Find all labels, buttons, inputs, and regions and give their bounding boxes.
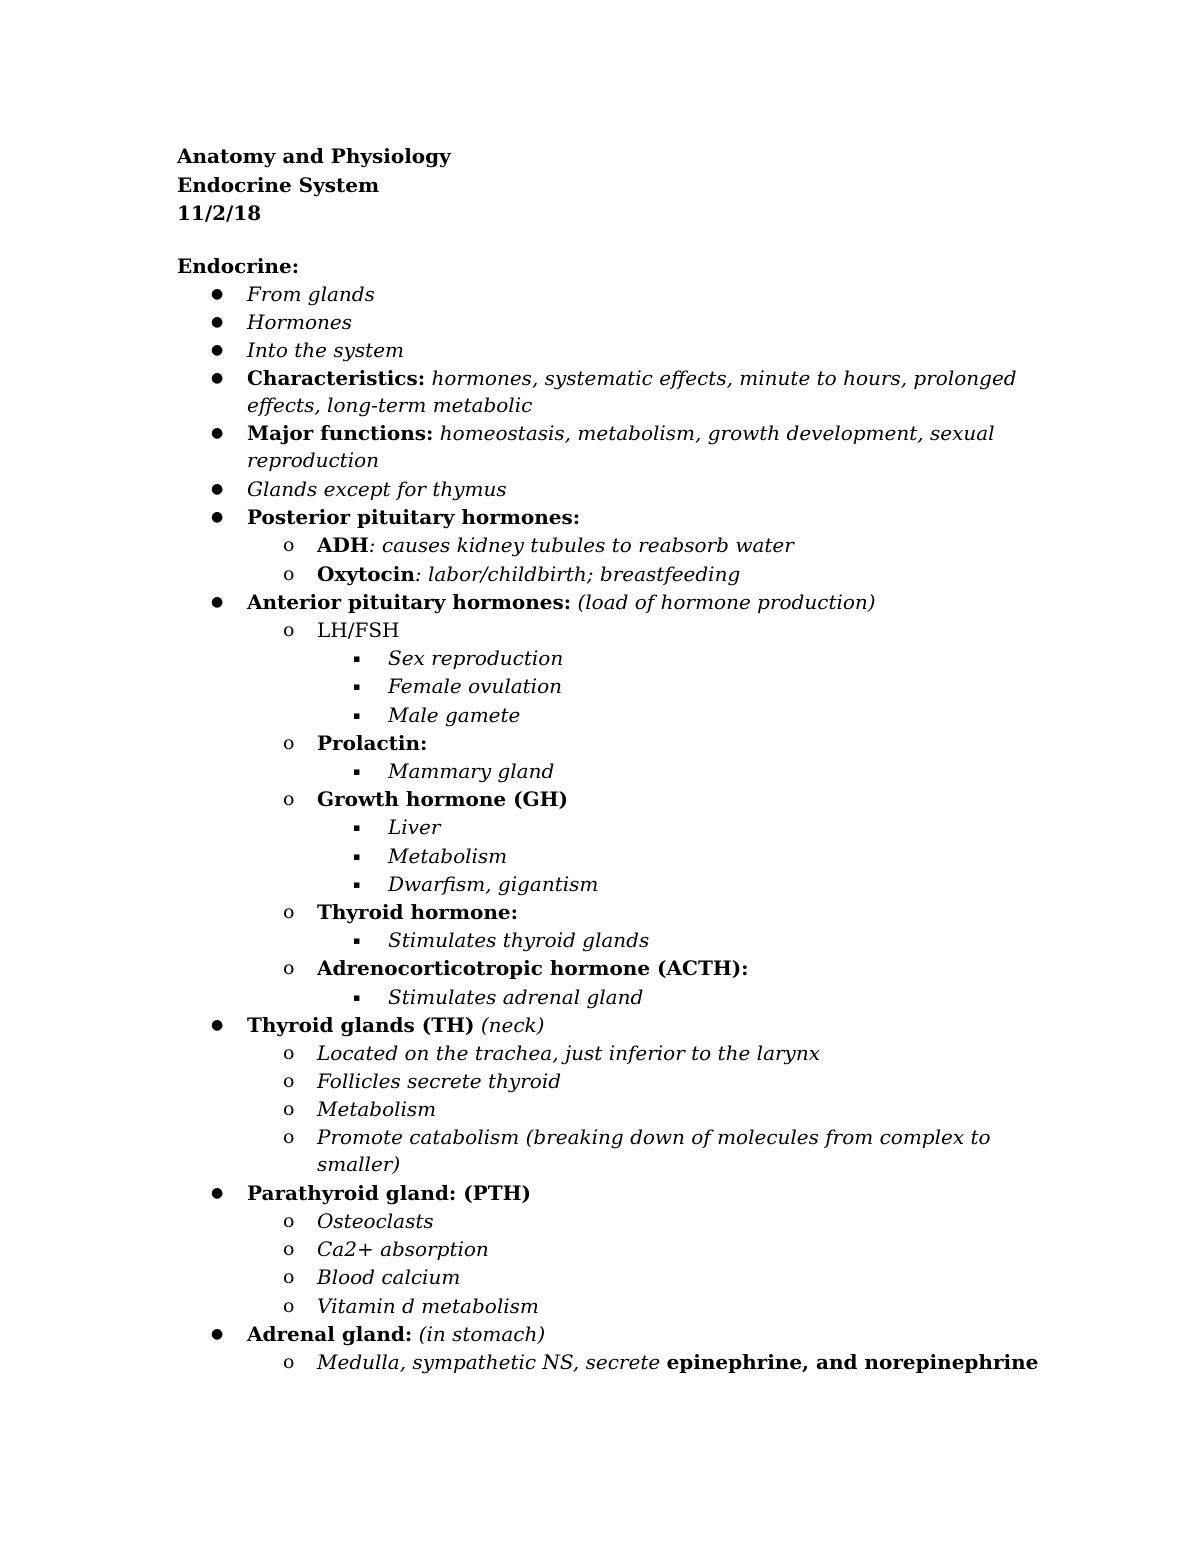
bullet-circle: o	[283, 619, 295, 641]
sub-item: o Follicles secrete thyroid	[177, 1067, 1057, 1095]
sub-sub-item: ▪ Metabolism	[177, 842, 1057, 870]
list-item: ● From glands	[177, 280, 1057, 308]
bullet-circle: o	[283, 1070, 295, 1093]
sub-sub-item: ▪ Male gamete	[177, 701, 1057, 729]
sub-item: o Osteoclasts	[177, 1207, 1057, 1235]
sub-item: o Adrenocorticotropic hormone (ACTH):	[177, 954, 1057, 982]
list-item-characteristics: ● Characteristics: hormones, systematic effects, minute to hours, prolonged effects, long-term metabolic	[211, 365, 1017, 418]
sub-sub-item: ▪ Sex reproduction	[177, 644, 1057, 672]
list-item: ● Hormones	[177, 308, 1057, 336]
topic-title: Endocrine System	[177, 172, 380, 197]
sub-item: o Metabolism	[177, 1095, 1057, 1123]
list-item: ● Glands except for thymus	[177, 475, 1057, 503]
bullet-square: ▪	[353, 877, 361, 891]
bullet-circle: o	[283, 534, 295, 557]
bullet-circle: o	[283, 1351, 295, 1374]
bullet-dot: ●	[211, 1184, 224, 1201]
bullet-square: ▪	[353, 934, 361, 948]
bullet-circle: o	[283, 788, 295, 811]
sub-item: o Vitamin d metabolism	[177, 1292, 1057, 1320]
bullet-circle: o	[283, 1266, 295, 1289]
sub-item: o Growth hormone (GH)	[177, 785, 1057, 813]
bullet-circle: o	[283, 1125, 295, 1148]
bullet-dot: ●	[211, 509, 224, 526]
bullet-dot: ●	[211, 342, 224, 359]
sub-item: o Blood calcium	[177, 1263, 1057, 1291]
list-item-posterior: ● Posterior pituitary hormones:	[177, 503, 1057, 531]
bullet-circle: o	[283, 562, 295, 585]
bullet-square: ▪	[353, 849, 361, 863]
bullet-circle: o	[283, 1098, 295, 1121]
notes-body	[177, 142, 1057, 1376]
list-item: ● Into the system	[177, 336, 1057, 364]
bullet-dot: ●	[211, 1016, 224, 1033]
spacer	[177, 228, 1057, 252]
sub-item: o LH/FSH	[177, 616, 1057, 644]
bullet-circle: o	[283, 1238, 295, 1261]
bullet-dot: ●	[211, 369, 224, 386]
bullet-square: ▪	[353, 990, 361, 1004]
bullet-square: ▪	[353, 680, 361, 694]
list-item-major-functions: ● Major functions: homeostasis, metabolism, growth development, sexual reproduction	[211, 420, 995, 473]
bullet-square: ▪	[353, 708, 361, 722]
bullet-dot: ●	[211, 593, 224, 610]
sub-item: o Promote catabolism (breaking down of molecules from complex to smaller)	[283, 1124, 991, 1177]
bullet-circle: o	[283, 731, 295, 754]
list-item-thyroid-glands: ● Thyroid glands (TH) (neck)	[177, 1011, 1057, 1039]
sub-sub-item: ▪ Liver	[177, 813, 1057, 841]
sub-sub-item: ▪ Mammary gland	[177, 757, 1057, 785]
sub-sub-item: ▪ Female ovulation	[177, 672, 1057, 700]
bullet-circle: o	[283, 1210, 295, 1233]
note-date: 11/2/18	[177, 201, 262, 225]
bullet-dot: ●	[211, 480, 224, 497]
bullet-dot: ●	[211, 314, 224, 331]
list-item-adrenal: ● Adrenal gland: (in stomach)	[177, 1320, 1057, 1348]
sub-sub-item: ▪ Dwarfism, gigantism	[177, 870, 1057, 898]
bullet-circle: o	[283, 957, 295, 980]
sub-item: o Ca2+ absorption	[177, 1235, 1057, 1263]
bullet-circle: o	[283, 1042, 295, 1065]
course-title: Anatomy and Physiology	[177, 144, 451, 168]
bullet-circle: o	[283, 901, 295, 924]
bullet-dot: ●	[211, 286, 224, 302]
list-item-anterior: ● Anterior pituitary hormones: (load of hormone production)	[177, 588, 1057, 616]
bullet-dot: ●	[211, 424, 224, 441]
bullet-dot: ●	[211, 1325, 224, 1342]
sub-item: o Prolactin:	[177, 729, 1057, 757]
sub-item: o Medulla, sympathetic NS, secrete epinephrine, and norepinephrine	[177, 1348, 1057, 1376]
sub-item: o Oxytocin: labor/childbirth; breastfeeding	[177, 560, 1057, 588]
bullet-square: ▪	[353, 765, 361, 779]
sub-item: o Thyroid hormone:	[177, 898, 1057, 926]
sub-sub-item: ▪ Stimulates thyroid glands	[177, 926, 1057, 954]
list-item-parathyroid: ● Parathyroid gland: (PTH)	[177, 1179, 1057, 1207]
sub-item: o Located on the trachea, just inferior to the larynx	[177, 1039, 1057, 1067]
bullet-square: ▪	[353, 652, 361, 666]
sub-sub-item: ▪ Stimulates adrenal gland	[177, 983, 1057, 1011]
section-heading: Endocrine:	[177, 253, 300, 278]
bullet-square: ▪	[353, 821, 361, 835]
sub-item: o ADH: causes kidney tubules to reabsorb water	[177, 531, 1057, 559]
bullet-circle: o	[283, 1294, 295, 1317]
